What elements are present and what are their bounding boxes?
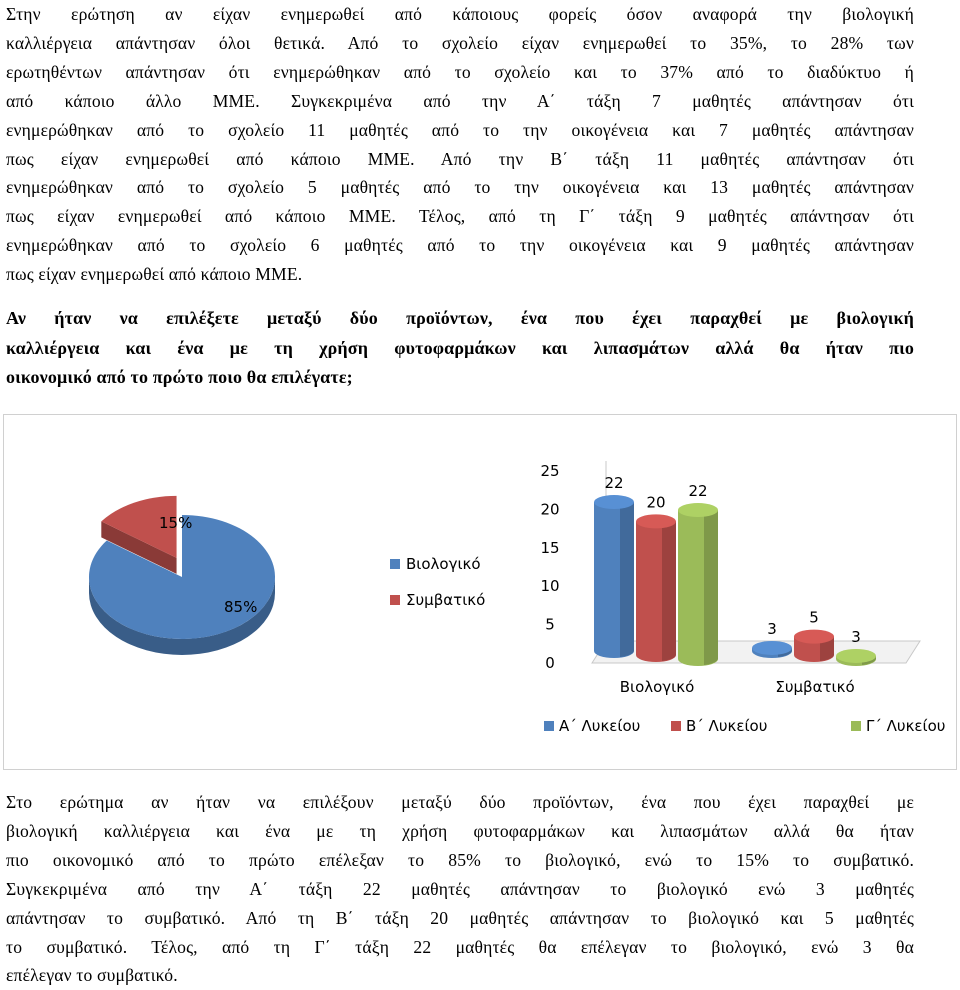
bar-shade (662, 521, 676, 661)
question-heading (6, 304, 914, 393)
paragraph-line: καλλιέργεια απάντησαν όλοι θετικά. Από το σχολείο είχαν ενημερωθεί το 35%, το 28% των (6, 32, 914, 53)
bar-0-1 (636, 514, 676, 662)
paragraph-line: πως είχαν ενημερωθεί από κάποιο ΜΜΕ. (6, 264, 303, 285)
paragraph-line: πως είχαν ενημερωθεί από κάποιο ΜΜΕ. Τέλος, από τη Γ΄ τάξη 9 μαθητές απάντησαν ότι (6, 206, 914, 227)
paragraph-line: ενημερώθηκαν από το σχολείο 5 μαθητές από το την οικογένεια και 13 μαθητές απάντησαν (6, 177, 914, 198)
bar-0-0 (594, 495, 634, 658)
bar-top (752, 641, 792, 655)
bar-data-label: 5 (809, 608, 819, 627)
pie-label-biologiko: 85% (224, 598, 258, 616)
paragraph-line: απάντησαν το συμβατικό. Από τη Β΄ τάξη 20 μαθητές απάντησαν το βιολογικό και 5 μαθητές (6, 907, 914, 928)
paragraph-line: επέλεγαν το συμβατικό. (6, 965, 178, 986)
pie-legend-swatch (390, 559, 400, 569)
bar-legend-swatch (851, 721, 861, 731)
bar-top (836, 649, 876, 663)
y-tick-label: 10 (540, 577, 560, 596)
chart-area (3, 414, 957, 770)
bar-top (794, 630, 834, 644)
bar-0-2 (678, 503, 718, 666)
paragraph-line: ενημερώθηκαν από το σχολείο 11 μαθητές από το την οικογένεια και 7 μαθητές απάντησαν (6, 119, 914, 140)
y-tick-label: 20 (540, 500, 560, 519)
bar-data-label: 3 (851, 627, 861, 646)
bar-data-label: 3 (767, 619, 777, 638)
bar-legend-label: Α΄ Λυκείου (559, 717, 641, 735)
pie-legend-swatch (390, 595, 400, 605)
question-line: καλλιέργεια και ένα με τη χρήση φυτοφαρμάκων και λιπασμάτων αλλά θα ήταν πιο (6, 337, 914, 358)
intro-paragraph (6, 0, 914, 289)
paragraph-line: Συγκεκριμένα από την Α΄ τάξη 22 μαθητές απάντησαν το βιολογικό ενώ 3 μαθητές (6, 878, 914, 899)
bar-1-1 (794, 630, 834, 662)
x-category-label: Βιολογικό (619, 678, 695, 696)
paragraph-line: Στο ερώτημα αν ήταν να επιλέξουν μεταξύ δύο προϊόντων, ένα που έχει παραχθεί με (6, 792, 914, 812)
bar-shade (704, 510, 718, 665)
x-category-label: Συμβατικό (775, 678, 855, 696)
paragraph-line: ερωτηθέντων απάντησαν ότι ενημερώθηκαν από το σχολείο και το 37% από το διαδύκτυο ή (6, 61, 914, 82)
bar-1-0 (752, 641, 792, 658)
question-line: οικονομικό από το πρώτο ποιο θα επιλέγατε; (6, 367, 353, 387)
paragraph-line: πιο οικονομικό από το πρώτο επέλεξαν το 85% το βιολογικό, ενώ το 15% το συμβατικό. (6, 849, 914, 870)
paragraph-line: ενημερώθηκαν από το σχολείο 6 μαθητές από το την οικογένεια και 9 μαθητές απάντησαν (6, 235, 914, 256)
bar-top (594, 495, 634, 509)
pie-label-symvatiko: 15% (159, 514, 193, 532)
y-tick-label: 15 (540, 538, 560, 557)
bar-legend-swatch (544, 721, 554, 731)
bar-data-label: 20 (646, 493, 666, 512)
bar-shade (620, 502, 634, 657)
paragraph-line: Στην ερώτηση αν είχαν ενημερωθεί από κάποιους φορείς όσον αναφορά την βιολογική (6, 4, 914, 24)
bar-1-2 (836, 649, 876, 666)
bar-legend-label: Γ΄ Λυκείου (866, 717, 946, 735)
bar-top (678, 503, 718, 517)
paragraph-line: το συμβατικό. Τέλος, από τη Γ΄ τάξη 22 μαθητές θα επέλεγαν το βιολογικό, ενώ 3 θα (6, 936, 914, 957)
paragraph-line: πως είχαν ενημερωθεί από κάποιο ΜΜΕ. Από την Β΄ τάξη 11 μαθητές απάντησαν ότι (6, 148, 914, 169)
bar-data-label: 22 (604, 474, 624, 493)
paragraph-line: βιολογική καλλιέργεια και ένα με τη χρήση φυτοφαρμάκων και λιπασμάτων αλλά θα ήταν (6, 820, 914, 841)
question-line: Αν ήταν να επιλέξετε μεταξύ δύο προϊόντων, ένα που έχει παραχθεί με βιολογική (6, 308, 914, 328)
answer-paragraph (6, 788, 914, 990)
bar-legend-label: Β΄ Λυκείου (686, 717, 768, 735)
y-tick-label: 5 (545, 615, 555, 634)
pie-legend-label: Συμβατικό (406, 591, 486, 609)
bar-data-label: 22 (688, 482, 708, 501)
charts-svg (4, 415, 956, 769)
bar-top (636, 514, 676, 528)
y-tick-label: 0 (545, 654, 555, 672)
pie-legend-label: Βιολογικό (406, 555, 481, 573)
paragraph-line: από κάποιο άλλο ΜΜΕ. Συγκεκριμένα από την Α΄ τάξη 7 μαθητές απάντησαν ότι (6, 90, 914, 111)
y-tick-label: 25 (540, 462, 560, 480)
bar-legend-swatch (671, 721, 681, 731)
